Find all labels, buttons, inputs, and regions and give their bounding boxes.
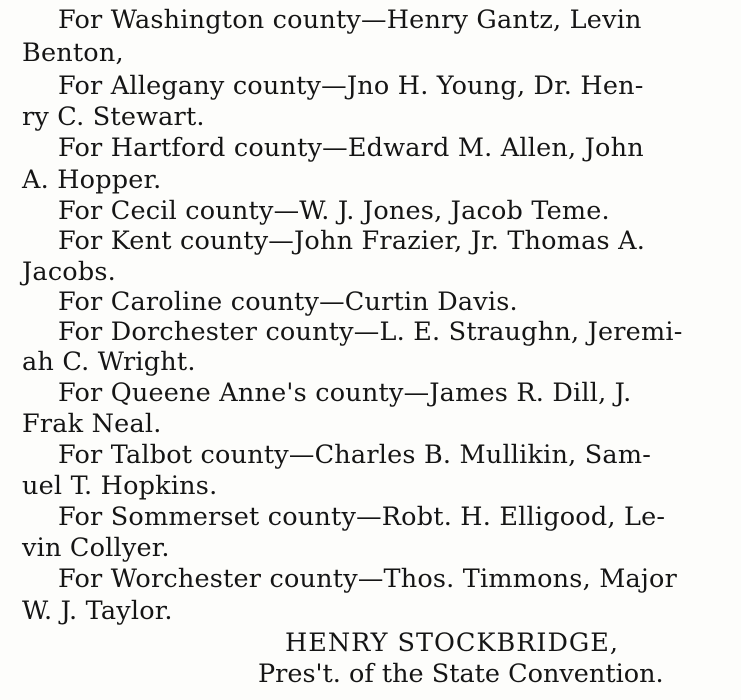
text-line-17: For Sommerset county—Robt. H. Elligood, Le- — [58, 502, 666, 532]
text-line-11: For Dorchester county—L. E. Straughn, Jeremi- — [58, 317, 683, 347]
text-line-3: For Allegany county—Jno H. Young, Dr. Hen- — [58, 71, 644, 101]
text-line-20: W. J. Taylor. — [22, 596, 173, 626]
text-line-18: vin Collyer. — [22, 533, 170, 563]
text-line-16: uel T. Hopkins. — [22, 471, 218, 501]
text-line-10: For Caroline county—Curtin Davis. — [58, 287, 518, 317]
text-line-5: For Hartford county—Edward M. Allen, John — [58, 133, 644, 163]
text-line-9: Jacobs. — [22, 257, 116, 287]
text-line-7: For Cecil county—W. J. Jones, Jacob Teme. — [58, 196, 610, 226]
text-line-19: For Worchester county—Thos. Timmons, Major — [58, 564, 677, 594]
text-line-15: For Talbot county—Charles B. Mullikin, Sam- — [58, 440, 652, 470]
text-line-12: ah C. Wright. — [22, 347, 196, 377]
signature-name: HENRY STOCKBRIDGE, — [285, 628, 620, 658]
text-line-2: Benton, — [22, 38, 124, 68]
text-line-6: A. Hopper. — [22, 165, 162, 195]
text-line-14: Frak Neal. — [22, 409, 162, 439]
text-line-1: For Washington county—Henry Gantz, Levin — [58, 5, 642, 35]
text-line-4: ry C. Stewart. — [22, 102, 205, 132]
text-line-13: For Queene Anne's county—James R. Dill, J. — [58, 378, 632, 408]
text-line-8: For Kent county—John Frazier, Jr. Thomas A. — [58, 226, 646, 256]
signature-title: Pres't. of the State Convention. — [258, 659, 664, 689]
